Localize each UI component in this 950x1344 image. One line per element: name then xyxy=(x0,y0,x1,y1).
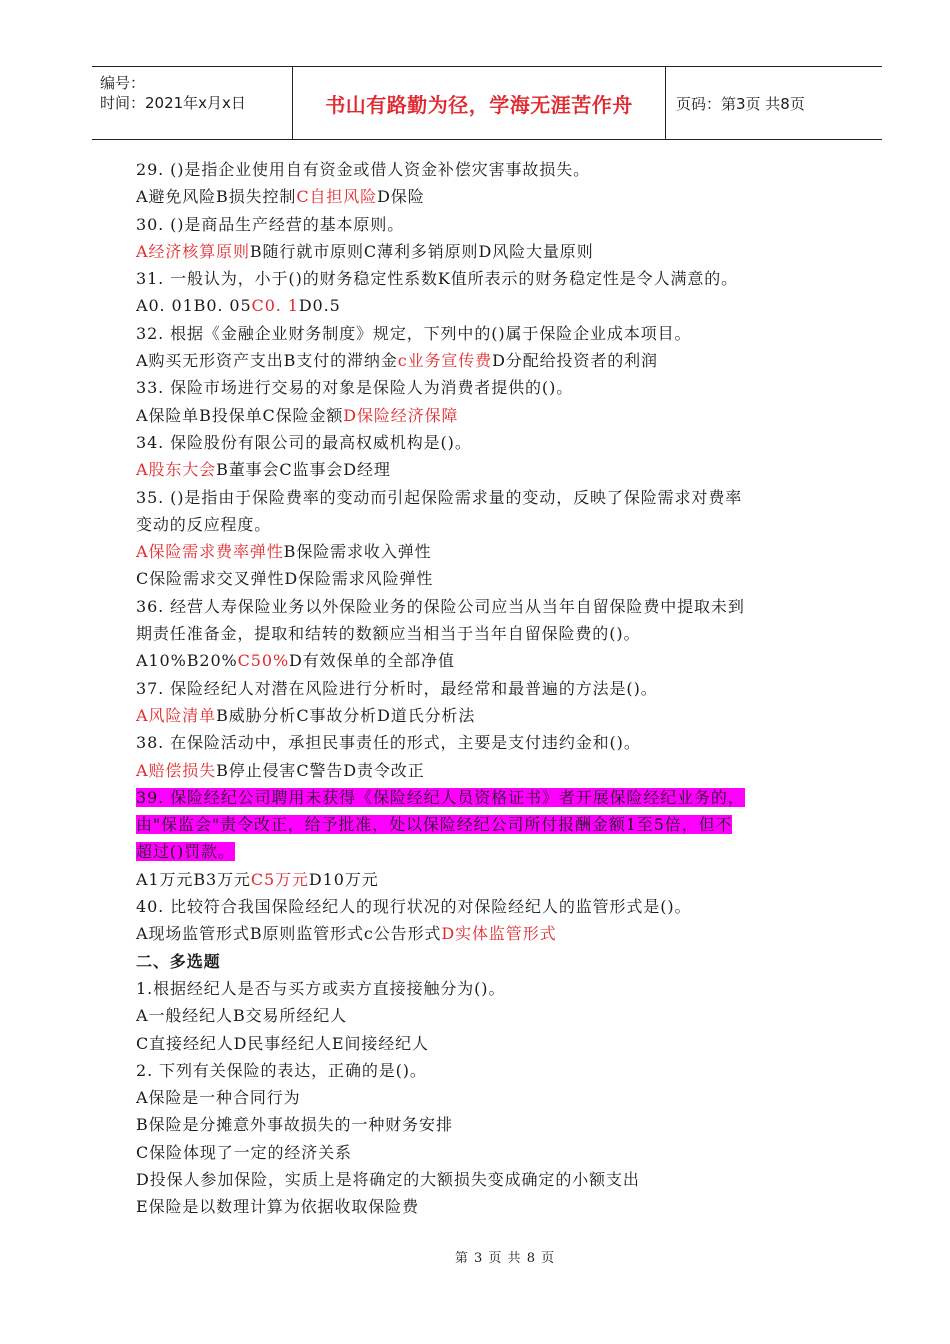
line-text: 34. 保险股份有限公司的最高权威机构是()。 xyxy=(136,432,472,452)
document-number-label: 编号： xyxy=(100,74,146,92)
line-text: B保险需求收入弹性 xyxy=(283,542,432,562)
answer-highlight: A赔偿损失 xyxy=(136,760,217,780)
answer-highlight: C5万元 xyxy=(250,869,309,889)
answer-highlight: A股东大会 xyxy=(136,460,217,480)
page-footer xyxy=(0,1247,950,1266)
line-text: 1.根据经纪人是否与买方或卖方直接接触分为()。 xyxy=(136,978,506,998)
line-text: C保险体现了一定的经济关系 xyxy=(136,1142,352,1162)
text-line xyxy=(136,211,842,238)
text-line xyxy=(136,757,842,784)
answer-highlight: C50% xyxy=(237,651,290,671)
line-text: 二、多选题 xyxy=(136,951,221,971)
text-line xyxy=(136,265,842,292)
highlighted-text: 由"保监会"责令改正，给予批准，处以保险经纪公司所付报酬金额1至5倍，但不 xyxy=(136,815,733,835)
text-line xyxy=(136,565,842,592)
header-motto-cell xyxy=(292,67,666,139)
header-page-cell xyxy=(666,67,882,139)
line-text: A1万元B3万元 xyxy=(136,869,251,889)
footer-page-number: 第 3 页 共 8 页 xyxy=(454,1251,556,1266)
line-text: 29. ()是指企业使用自有资金或借人资金补偿灾害事故损失。 xyxy=(136,160,591,179)
text-line xyxy=(136,975,842,1002)
answer-highlight: A保险需求费率弹性 xyxy=(136,542,284,562)
line-text: C保险需求交叉弹性D保险需求风险弹性 xyxy=(136,569,434,589)
line-text: C直接经纪人D民事经纪人E间接经纪人 xyxy=(136,1033,429,1053)
text-line xyxy=(136,729,842,756)
text-line xyxy=(136,1002,842,1029)
line-text: 30. ()是商品生产经营的基本原则。 xyxy=(136,214,405,234)
line-text: D分配给投资者的利润 xyxy=(492,351,658,371)
text-line xyxy=(136,866,842,893)
line-text: 变动的反应程度。 xyxy=(136,514,272,534)
line-text: 38. 在保险活动中，承担民事责任的形式，主要是支付违约金和()。 xyxy=(136,733,641,753)
line-text: 35. ()是指由于保险费率的变动而引起保险需求量的变动，反映了保险需求对费率 xyxy=(136,487,743,507)
line-text: D0.5 xyxy=(298,296,341,316)
text-line xyxy=(136,292,842,319)
text-line xyxy=(136,1057,842,1084)
header-meta-cell xyxy=(92,67,292,139)
text-line xyxy=(136,920,842,947)
line-text: 2. 下列有关保险的表达，正确的是()。 xyxy=(136,1060,427,1080)
text-line xyxy=(136,647,842,674)
line-text: 期责任准备金，提取和结转的数额应当相当于当年自留保险费的()。 xyxy=(136,624,641,644)
line-text: 31. 一般认为，小于()的财务稳定性系数K值所表示的财务稳定性是令人满意的。 xyxy=(136,269,739,289)
text-line xyxy=(136,838,842,865)
question-list xyxy=(136,156,842,1221)
answer-highlight: c业务宣传费 xyxy=(397,351,493,371)
text-line xyxy=(136,320,842,347)
text-line xyxy=(136,1111,842,1138)
text-line xyxy=(136,1030,842,1057)
text-line xyxy=(136,538,842,565)
document-date-label: 时间：2021年x月x日 xyxy=(100,94,246,112)
text-line xyxy=(136,784,842,811)
text-line xyxy=(136,183,842,210)
line-text: A一般经纪人B交易所经纪人 xyxy=(136,1006,348,1026)
text-line xyxy=(136,456,842,483)
line-text: B随行就市原则C薄利多销原则D风险大量原则 xyxy=(249,241,594,261)
line-text: B保险是分摊意外事故损失的一种财务安排 xyxy=(136,1115,453,1135)
line-text: B董事会C监事会D经理 xyxy=(216,460,391,480)
line-text: A0. 01B0. 05 xyxy=(136,296,252,316)
text-line xyxy=(136,1139,842,1166)
answer-highlight: A经济核算原则 xyxy=(136,241,250,261)
header-motto: 书山有路勤为径，学海无涯苦作舟 xyxy=(325,92,633,117)
text-line xyxy=(136,238,842,265)
line-text: A10%B20% xyxy=(136,651,238,671)
line-text: B威胁分析C事故分析D道氏分析法 xyxy=(216,705,476,725)
header-table xyxy=(92,66,882,140)
text-line xyxy=(136,811,842,838)
header-page-info: 页码：第3页 共8页 xyxy=(676,94,805,113)
answer-highlight: C0. 1 xyxy=(251,296,299,316)
answer-highlight: A风险清单 xyxy=(136,705,217,725)
highlighted-text: 39. 保险经纪公司聘用未获得《保险经纪人员资格证书》者开展保险经纪业务的， xyxy=(136,787,745,807)
text-line xyxy=(136,429,842,456)
answer-highlight: C自担风险 xyxy=(296,187,378,207)
answer-highlight: D保险经济保障 xyxy=(343,405,459,425)
text-line xyxy=(136,675,842,702)
text-line xyxy=(136,1166,842,1193)
line-text: D有效保单的全部净值 xyxy=(289,651,455,671)
line-text: 33. 保险市场进行交易的对象是保险人为消费者提供的()。 xyxy=(136,378,574,398)
text-line xyxy=(136,511,842,538)
line-text: 36. 经营人寿保险业务以外保险业务的保险公司应当从当年自留保险费中提取未到 xyxy=(136,596,745,616)
text-line xyxy=(136,893,842,920)
line-text: E保险是以数理计算为依据收取保险费 xyxy=(136,1197,419,1217)
line-text: 40. 比较符合我国保险经纪人的现行状况的对保险经纪人的监管形式是()。 xyxy=(136,897,692,917)
line-text: A购买无形资产支出B支付的滞纳金 xyxy=(136,351,398,371)
line-text: A现场监管形式B原则监管形式c公告形式 xyxy=(136,924,442,944)
text-line xyxy=(136,620,842,647)
text-line xyxy=(136,1084,842,1111)
highlighted-text: 超过()罚款。 xyxy=(136,842,235,862)
text-line xyxy=(136,347,842,374)
line-text: A保险单B投保单C保险金额 xyxy=(136,405,344,425)
line-text: A避免风险B损失控制 xyxy=(136,187,297,207)
text-line xyxy=(136,593,842,620)
text-line xyxy=(136,1193,842,1220)
text-line xyxy=(136,484,842,511)
text-line xyxy=(136,948,842,975)
text-line xyxy=(136,156,842,183)
line-text: B停止侵害C警告D责令改正 xyxy=(216,760,425,780)
line-text: 32. 根据《金融企业财务制度》规定，下列中的()属于保险企业成本项目。 xyxy=(136,323,692,343)
text-line xyxy=(136,402,842,429)
text-line xyxy=(136,374,842,401)
line-text: A保险是一种合同行为 xyxy=(136,1088,301,1108)
line-text: D投保人参加保险，实质上是将确定的大额损失变成确定的小额支出 xyxy=(136,1169,640,1189)
line-text: 37. 保险经纪人对潜在风险进行分析时，最经常和最普遍的方法是()。 xyxy=(136,678,658,698)
answer-highlight: D实体监管形式 xyxy=(441,924,557,944)
line-text: D10万元 xyxy=(308,869,379,889)
line-text: D保险 xyxy=(377,187,425,207)
text-line xyxy=(136,702,842,729)
